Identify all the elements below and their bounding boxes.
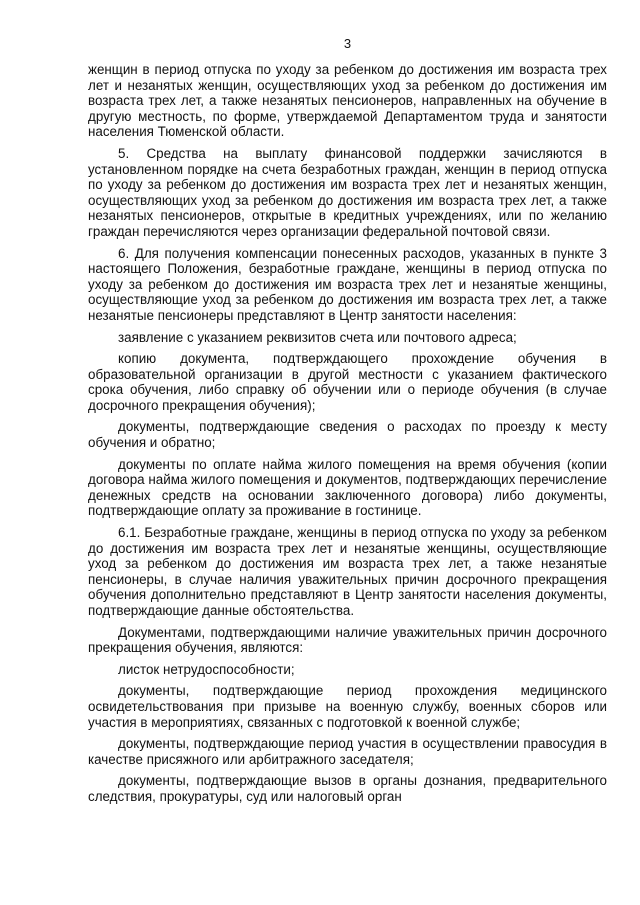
paragraph-1: женщин в период отпуска по уходу за ребенком до достижения им возраста трех лет и незанятых женщин, осуществляющих уход за ребенком до достижения им возраста трех лет, а также незанятых пенсионеров, направленных на обучение в другую местность, по форме, утверждаемой Департаментом труда и занятости населения Тюменской области. — [88, 62, 607, 140]
paragraph-4: заявление с указанием реквизитов счета или почтового адреса; — [118, 329, 517, 345]
paragraph-3: 6. Для получения компенсации понесенных расходов, указанных в пункте 3 настоящего Положения, безработные граждане, женщины в период отпуска по уходу за ребенком до достижения им возраста трех лет и незанятые женщины, осуществляющие уход за ребенком до достижения им возраста трех лет, а также незанятые пенсионеры представляют в Центр занятости населения: — [88, 245, 607, 323]
paragraph-12: документы, подтверждающие период участия в осуществлении правосудия в качестве присяжного или арбитражного заседателя; — [88, 736, 607, 767]
paragraph-8: 6.1. Безработные граждане, женщины в период отпуска по уходу за ребенком до достижения им возраста трех лет и незанятые женщины, осуществляющие уход за ребенком до достижения им возраста трех лет, а также незанятые пенсионеры, в случае наличия уважительных причин досрочного прекращения обучения дополнительно представляют в Центр занятости населения документы, подтверждающие данные обстоятельства. — [88, 525, 607, 618]
paragraph-11: документы, подтверждающие период прохождения медицинского освидетельствования при призыве на военную службу, военных сборов или участия в мероприятиях, связанных с подготовкой к военной службе; — [88, 683, 607, 730]
paragraph-10: листок нетрудоспособности; — [118, 661, 295, 677]
paragraph-7: документы по оплате найма жилого помещения на время обучения (копии договора найма жилого помещения и документов, подтверждающих перечисление денежных средств на основании заключенного договора) либо документы, подтверждающие оплату за проживание в гостинице. — [88, 456, 607, 519]
paragraph-2: 5. Средства на выплату финансовой поддержки зачисляются в установленном порядке на счета безработных граждан, женщин в период отпуска по уходу за ребенком до достижения им возраста трех лет и незанятых женщин, осуществляющих уход за ребенком до достижения им возраста трех лет, а также незанятых пенсионеров, открытые в кредитных учреждениях, или по желанию граждан перечисляются через организации федеральной почтовой связи. — [88, 145, 607, 239]
paragraph-9: Документами, подтверждающими наличие уважительных причин досрочного прекращения обучения, являются: — [88, 624, 607, 656]
paragraph-6: документы, подтверждающие сведения о расходах по проезду к месту обучения и обратно; — [88, 419, 607, 451]
paragraph-13: документы, подтверждающие вызов в органы дознания, предварительного следствия, прокуратуры, суд или налоговый орган — [88, 773, 607, 804]
page-number: 3 — [343, 36, 352, 51]
paragraph-5: копию документа, подтверждающего прохождение обучения в образовательной организации в другой местности с указанием фактического срока обучения, либо справку об обучении или о периоде обучения (в случае досрочного прекращения обучения); — [88, 351, 607, 413]
